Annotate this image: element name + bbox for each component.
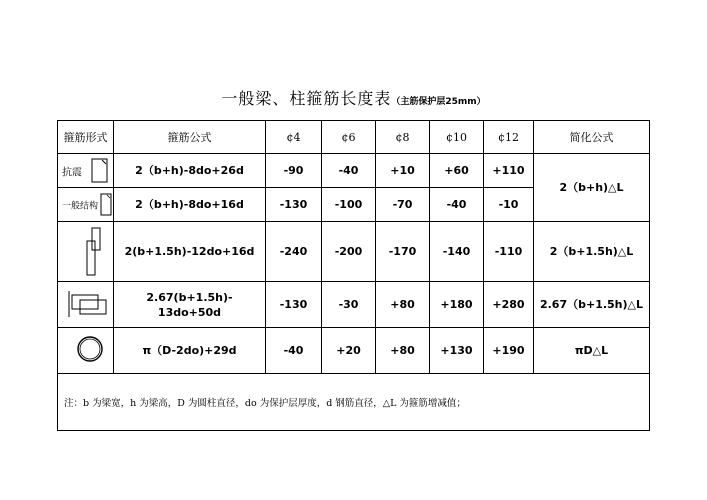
formula-cell: π（D-2do)+29d bbox=[114, 328, 266, 374]
table-row bbox=[58, 222, 650, 282]
formula-cell: 2（b+h)-8do+16d bbox=[114, 188, 266, 222]
simplified-cell: 2（b+1.5h)△L bbox=[534, 222, 650, 282]
value-cell: -200 bbox=[322, 222, 376, 282]
value-cell: -10 bbox=[484, 188, 534, 222]
header-phi4: ¢4 bbox=[266, 121, 322, 154]
shape-cell bbox=[58, 282, 114, 328]
value-cell: +20 bbox=[322, 328, 376, 374]
value-cell: -170 bbox=[376, 222, 430, 282]
header-phi12: ¢12 bbox=[484, 121, 534, 154]
shape-cell bbox=[58, 222, 114, 282]
header-phi10: ¢10 bbox=[430, 121, 484, 154]
simplified-cell: 2.67（b+1.5h)△L bbox=[534, 282, 650, 328]
value-cell: -30 bbox=[322, 282, 376, 328]
formula-line-1: 2.67(b+1.5h)- bbox=[146, 290, 233, 304]
value-cell: +110 bbox=[484, 154, 534, 188]
value-cell: +10 bbox=[376, 154, 430, 188]
value-cell: -240 bbox=[266, 222, 322, 282]
title-main: 一般梁、柱箍筋长度表 bbox=[221, 89, 392, 108]
value-cell: -140 bbox=[430, 222, 484, 282]
shape-label: 抗震 bbox=[62, 167, 82, 178]
header-formula: 箍筋公式 bbox=[114, 121, 266, 154]
shape-label: 一般结构 bbox=[62, 201, 99, 211]
header-phi8: ¢8 bbox=[376, 121, 430, 154]
formula-cell: 2(b+1.5h)-12do+16d bbox=[114, 222, 266, 282]
table-row bbox=[58, 154, 650, 188]
value-cell: +130 bbox=[430, 328, 484, 374]
table-header-row bbox=[58, 121, 650, 154]
title-sub: （主筋保护层25mm） bbox=[391, 97, 486, 107]
simplified-cell: πD△L bbox=[534, 328, 650, 374]
value-cell: -40 bbox=[322, 154, 376, 188]
rectangle-hook-icon bbox=[91, 158, 109, 184]
value-cell: -90 bbox=[266, 154, 322, 188]
stirrup-length-table bbox=[57, 120, 650, 431]
header-phi6: ¢6 bbox=[322, 121, 376, 154]
table-row bbox=[58, 282, 650, 328]
value-cell: -40 bbox=[430, 188, 484, 222]
value-cell: -130 bbox=[266, 188, 322, 222]
value-cell: +190 bbox=[484, 328, 534, 374]
table-note: 注：b 为梁宽，h 为梁高，D 为圆柱直径，do 为保护层厚度，d 钢筋直径，△L 为箍筋增减值； bbox=[58, 374, 650, 431]
value-cell: -110 bbox=[484, 222, 534, 282]
value-cell: +180 bbox=[430, 282, 484, 328]
value-cell: +80 bbox=[376, 282, 430, 328]
note-row bbox=[58, 374, 650, 431]
value-cell: -70 bbox=[376, 188, 430, 222]
formula-cell: 2（b+h)-8do+26d bbox=[114, 154, 266, 188]
header-simplified: 简化公式 bbox=[534, 121, 650, 154]
shape-cell bbox=[58, 154, 114, 188]
formula-cell bbox=[114, 282, 266, 328]
page-title bbox=[0, 86, 707, 109]
value-cell: -130 bbox=[266, 282, 322, 328]
shape-cell bbox=[58, 188, 114, 222]
double-rectangle-icon bbox=[68, 291, 108, 317]
value-cell: +280 bbox=[484, 282, 534, 328]
rectangle-icon bbox=[100, 193, 112, 217]
tall-rectangle-icon bbox=[86, 227, 102, 277]
shape-cell bbox=[58, 328, 114, 374]
circle-hoop-icon bbox=[76, 335, 104, 363]
header-shape: 箍筋形式 bbox=[58, 121, 114, 154]
value-cell: +80 bbox=[376, 328, 430, 374]
simplified-cell-merged: 2（b+h)△L bbox=[534, 154, 650, 222]
value-cell: -100 bbox=[322, 188, 376, 222]
table-row bbox=[58, 328, 650, 374]
formula-line-2: 13do+50d bbox=[157, 305, 222, 319]
value-cell: -40 bbox=[266, 328, 322, 374]
value-cell: +60 bbox=[430, 154, 484, 188]
